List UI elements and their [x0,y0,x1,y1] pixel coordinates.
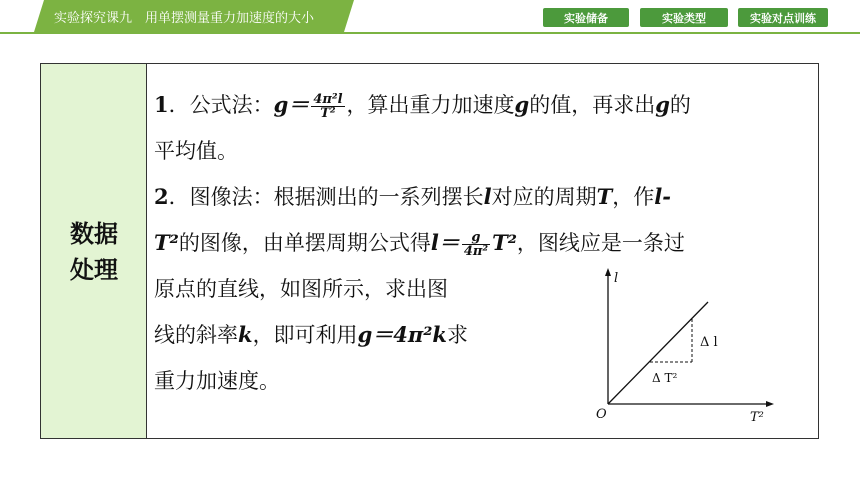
method2-formula-lhs: l＝ [430,230,460,255]
x-axis-label: T² [750,410,764,425]
x-axis-arrow [766,401,774,407]
method2-slope-formula: g＝4π²k [357,322,447,347]
top-bar-divider [0,32,860,34]
nav-button-experiment-prep[interactable]: 实验储备 [543,8,629,27]
method2-l-symbol: l [483,184,492,209]
method2-line4-text-a: 线的斜率 [154,323,238,347]
method2-line4 [154,312,468,358]
method2-name: 图像法：根据测出的一系列摆长 [189,185,484,209]
method1-formula-lhs: g＝ [273,92,310,117]
method2-number: 2 [154,184,169,209]
nav-button-experiment-types[interactable]: 实验类型 [640,8,728,27]
row-header-line1: 数据 [70,220,118,248]
method2-text-b: ，作 [612,185,655,209]
delta-T2-label: Δ T² [652,371,678,385]
y-axis-label: l [614,271,619,286]
method2-T2-symbol: T² [154,230,179,255]
top-bar [0,0,860,34]
method1-text-c: 的 [669,93,691,117]
origin-label: O [596,407,607,422]
method1-fraction-denominator: T² [320,106,336,121]
method2-T-symbol: T [596,184,613,209]
method2-line5: 重力加速度。 [154,369,280,393]
l-vs-T2-graph [596,266,776,426]
method1-line1: 1．公式法：g＝ $\frac{\text{4π²l}}{\text{T²}}$ ，算出重力加速度g的值，再求出g的 [154,92,691,121]
method1-number: 1 [154,92,169,117]
method2-line2-text-a: 的图像，由单摆周期公式得 [178,231,431,255]
y-axis-arrow [605,268,611,276]
method2-line2 [154,220,685,266]
row-header-cell [41,64,147,438]
method1-text-a: ，算出重力加速度 [346,93,515,117]
method1-fraction-numerator: 4π²l [313,92,343,107]
method2-line3: 原点的直线，如图所示，求出图 [154,277,448,301]
method2-line2-text-b: ，图线应是一条过 [516,231,685,255]
fitted-line [608,302,708,404]
method2-fraction [462,231,490,258]
method2-line4-text-c: 求 [446,323,468,347]
method2-fraction-numerator: g [462,231,490,245]
row-header-line2: 处理 [70,256,118,284]
method2-line4-text-b: ，即可利用 [252,323,358,347]
method2-fraction-denominator: 4π² [463,244,489,259]
row-header-label [41,216,147,288]
method2-k-symbol: k [238,322,253,347]
method2-line1: 2．图像法：根据测出的一系列摆长l对应的周期T，作l- [154,184,671,209]
course-title: 实验探究课九 用单摆测量重力加速度的大小 [54,11,315,26]
method2-text-a: 对应的周期 [491,185,597,209]
method2-T2-symbol-2: T² [492,230,517,255]
method1-g-symbol: g [514,92,530,117]
method2-l-dash: l- [654,184,671,209]
method1-g-symbol-2: g [655,92,670,117]
method1-line2: 平均值。 [154,139,238,163]
delta-l-label: Δ l [700,335,718,350]
method1-text-b: 的值，再求出 [529,93,656,117]
nav-button-experiment-training[interactable]: 实验对点训练 [738,8,828,27]
method1-name: 公式法： [189,93,274,117]
method1-fraction [311,93,344,120]
